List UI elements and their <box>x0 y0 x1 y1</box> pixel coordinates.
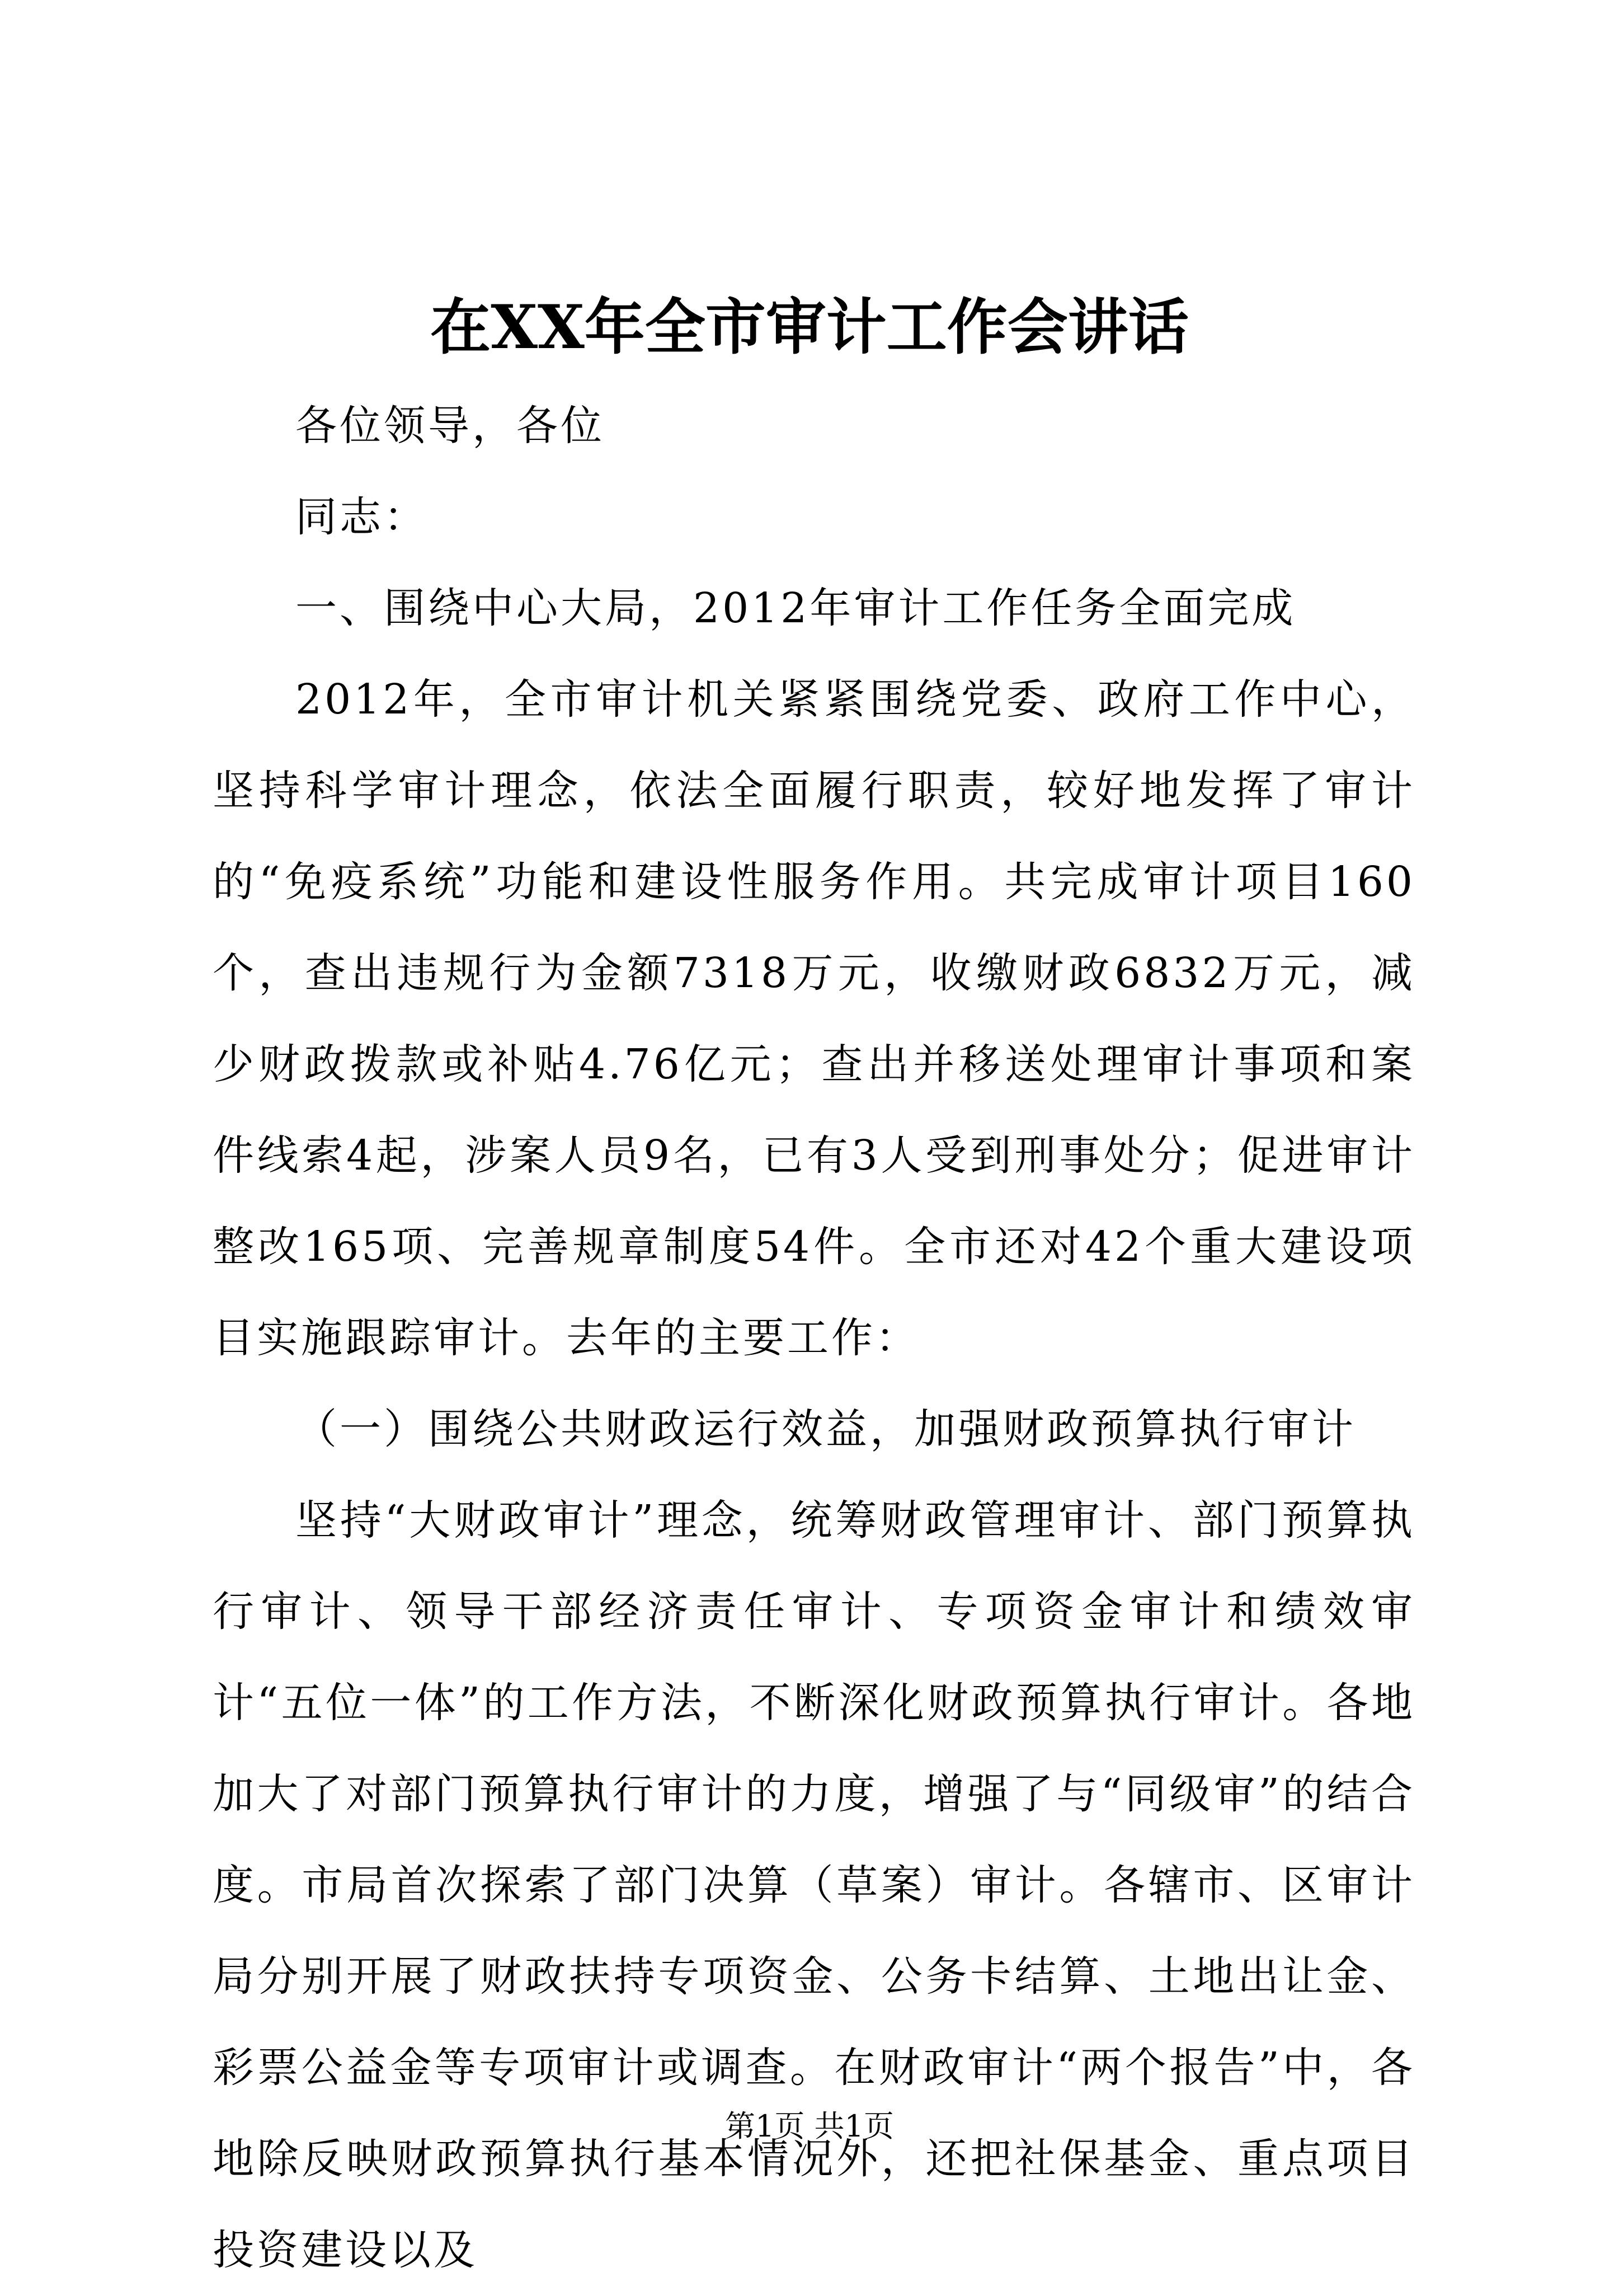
document-title: 在XX年全市审计工作会讲话 <box>430 292 1189 363</box>
document-body <box>213 381 1415 2296</box>
section-heading-1: 一、围绕中心大局，2012年审计工作任务全面完成 <box>295 584 1296 632</box>
paragraph-fiscal-audit: 坚持“大财政审计”理念，统筹财政管理审计、部门预算执行审计、领导干部经济责任审计、专项资金审计和绩效审计“五位一体”的工作方法，不断深化财政预算执行审计。各地加大了对部门预算执行审计的力度，增强了与“同级审”的结合度。市局首次探索了部门决算（草案）审计。各辖市、区审计局分别开展了财政扶持专项资金、公务卡结算、土地出让金、彩票公益金等专项审计或调查。在财政审计“两个报告”中，各地除反映财政预算执行基本情况外，还把社保基金、重点项目投资建设以及 <box>213 1496 1415 2274</box>
salutation-line-2: 同志： <box>295 493 428 541</box>
subsection-heading-1: （一）围绕公共财政运行效益，加强财政预算执行审计 <box>295 1405 1356 1453</box>
paragraph-summary: 2012年，全市审计机关紧紧围绕党委、政府工作中心，坚持科学审计理念，依法全面履行职责，较好地发挥了审计的“免疫系统”功能和建设性服务作用。共完成审计项目160个，查出违规行为金额7318万元，收缴财政6832万元，减少财政拨款或补贴4.76亿元；查出并移送处理审计事项和案件线索4起，涉案人员9名，已有3人受到刑事处分；促进审计整改165项、完善规章制度54件。全市还对42个重大建设项目实施跟踪审计。去年的主要工作： <box>213 675 1415 1362</box>
page-footer: 第1页 共1页 <box>725 2109 894 2144</box>
salutation-line-1: 各位领导，各位 <box>295 402 605 450</box>
